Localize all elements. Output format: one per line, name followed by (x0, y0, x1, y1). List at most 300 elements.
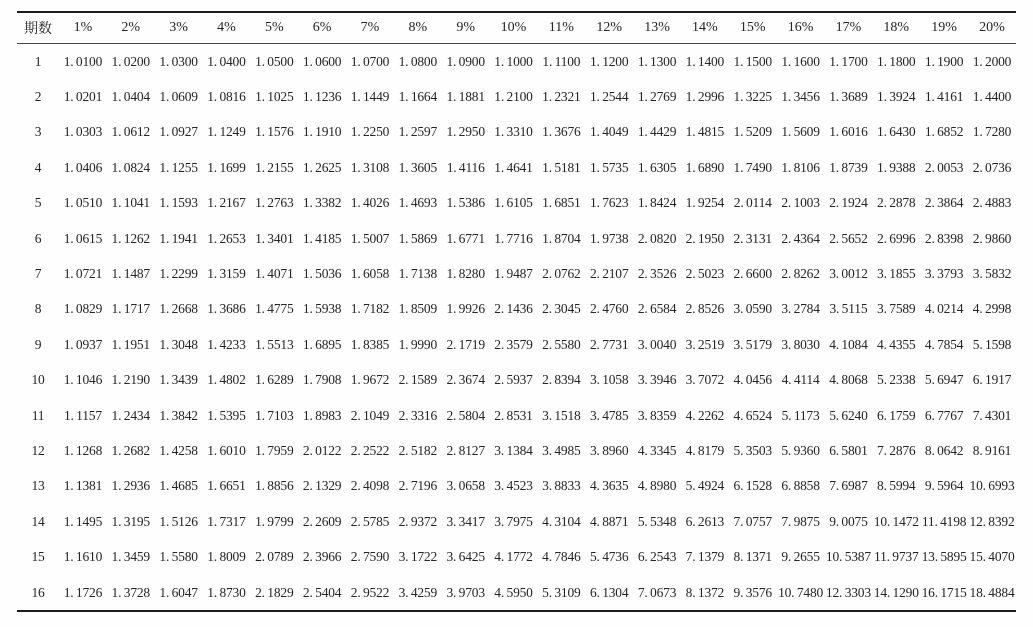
factor-cell: 4. 3345 (637, 442, 677, 458)
factor-cell: 7. 4301 (972, 407, 1012, 423)
factor-cell: 1. 2100 (494, 89, 533, 105)
factor-cell: 3. 7975 (494, 513, 533, 529)
factor-cell: 1. 8280 (446, 266, 485, 282)
table-row (17, 115, 1016, 150)
factor-cell: 1. 6651 (207, 478, 246, 494)
factor-cell: 1. 4400 (972, 89, 1012, 105)
rate-column-header: 20% (968, 12, 1016, 44)
factor-cell: 1. 5938 (302, 301, 342, 317)
factor-cell: 2. 5580 (542, 336, 581, 352)
factor-cell: 1. 2250 (350, 124, 390, 140)
factor-cell: 1. 7490 (733, 159, 772, 175)
factor-cell: 1. 7623 (589, 195, 629, 211)
factor-cell: 4. 3104 (542, 513, 581, 529)
factor-cell: 1. 1900 (924, 53, 964, 69)
factor-cell: 3. 4785 (589, 407, 629, 423)
factor-cell: 1. 1255 (159, 159, 198, 175)
factor-cell: 9. 3576 (733, 584, 772, 600)
factor-cell: 1. 5580 (159, 549, 198, 565)
factor-cell: 1. 1600 (781, 53, 820, 69)
table-row (17, 79, 1016, 114)
table-row (17, 292, 1016, 327)
factor-cell: 6. 1304 (589, 584, 629, 600)
table-row (17, 539, 1016, 574)
table-row (17, 256, 1016, 291)
factor-cell: 1. 1487 (111, 266, 150, 282)
factor-cell: 6. 2613 (685, 513, 725, 529)
factor-cell: 1. 1495 (63, 513, 103, 529)
factor-cell: 2. 5404 (302, 584, 342, 600)
rate-column-header: 6% (298, 12, 346, 44)
factor-cell: 1. 6895 (302, 336, 342, 352)
factor-cell: 2. 7731 (589, 336, 629, 352)
factor-cell: 1. 2625 (302, 159, 342, 175)
factor-cell: 1. 2000 (972, 53, 1012, 69)
period-cell: 4 (34, 159, 42, 175)
factor-cell: 11. 9737 (874, 549, 919, 565)
factor-cell: 1. 5609 (781, 124, 820, 140)
factor-cell: 1. 9388 (877, 159, 916, 175)
factor-cell: 3. 1518 (542, 407, 581, 423)
factor-cell: 1. 0824 (111, 159, 150, 175)
factor-cell: 1. 6058 (350, 266, 390, 282)
factor-cell: 1. 9926 (446, 301, 485, 317)
factor-cell: 2. 3316 (398, 407, 438, 423)
factor-cell: 1. 7138 (398, 266, 438, 282)
factor-cell: 1. 6289 (255, 372, 294, 388)
factor-cell: 1. 5386 (446, 195, 485, 211)
factor-cell: 2. 5785 (350, 513, 390, 529)
factor-cell: 1. 1157 (63, 407, 102, 423)
factor-cell: 1. 2936 (111, 478, 150, 494)
factor-cell: 2. 6584 (637, 301, 677, 317)
period-cell: 14 (31, 513, 45, 529)
factor-cell: 1. 3159 (207, 266, 246, 282)
table-row (17, 398, 1016, 433)
factor-cell: 1. 6047 (159, 584, 198, 600)
factor-cell: 5. 3503 (733, 442, 772, 458)
table-row (17, 186, 1016, 221)
factor-cell: 2. 3864 (924, 195, 964, 211)
factor-cell: 2. 1924 (829, 195, 868, 211)
rate-column-header: 18% (872, 12, 920, 44)
factor-cell: 3. 9703 (446, 584, 485, 600)
factor-cell: 12. 8392 (969, 513, 1015, 529)
factor-cell: 1. 1951 (111, 336, 150, 352)
factor-cell: 5. 5348 (637, 513, 677, 529)
period-cell: 9 (34, 336, 42, 352)
factor-cell: 4. 4355 (877, 336, 916, 352)
factor-cell: 1. 8106 (781, 159, 820, 175)
factor-cell: 2. 8531 (494, 407, 533, 423)
factor-cell: 14. 1290 (873, 584, 919, 600)
factor-cell: 1. 0406 (63, 159, 103, 175)
factor-cell: 5. 3109 (542, 584, 581, 600)
factor-cell: 1. 3439 (159, 372, 198, 388)
factor-cell: 6. 7767 (924, 407, 964, 423)
factor-cell: 1. 0700 (350, 53, 390, 69)
factor-cell: 1. 1593 (159, 195, 198, 211)
period-cell: 3 (34, 124, 42, 140)
factor-cell: 3. 3417 (446, 513, 485, 529)
period-cell: 1 (34, 53, 42, 69)
factor-cell: 3. 7072 (685, 372, 725, 388)
factor-cell: 3. 0040 (637, 336, 677, 352)
factor-cell: 5. 6947 (924, 372, 964, 388)
factor-cell: 2. 0762 (542, 266, 581, 282)
factor-cell: 1. 8983 (302, 407, 342, 423)
factor-cell: 5. 1173 (781, 407, 820, 423)
factor-cell: 2. 1829 (255, 584, 294, 600)
factor-cell: 1. 6851 (542, 195, 581, 211)
period-cell: 12 (31, 442, 45, 458)
factor-cell: 1. 4685 (159, 478, 198, 494)
factor-cell: 1. 1300 (637, 53, 677, 69)
period-cell: 7 (34, 266, 42, 282)
factor-cell: 7. 0673 (637, 584, 677, 600)
factor-cell: 2. 0736 (972, 159, 1012, 175)
factor-cell: 1. 1200 (589, 53, 629, 69)
period-column-header: 期数 (17, 12, 59, 44)
factor-cell: 5. 1598 (972, 336, 1012, 352)
factor-cell: 1. 9799 (255, 513, 294, 529)
factor-cell: 1. 6890 (685, 159, 725, 175)
rate-column-header: 19% (920, 12, 968, 44)
table-body (17, 44, 1016, 612)
factor-cell: 1. 9672 (350, 372, 390, 388)
factor-cell: 2. 9522 (350, 584, 390, 600)
factor-cell: 4. 8068 (829, 372, 868, 388)
factor-cell: 2. 3526 (637, 266, 677, 282)
factor-cell: 1. 0829 (63, 301, 103, 317)
factor-cell: 1. 3382 (302, 195, 342, 211)
factor-cell: 1. 3456 (781, 89, 820, 105)
period-cell: 11 (31, 407, 45, 423)
rate-column-header: 17% (825, 12, 873, 44)
factor-cell: 10. 1472 (873, 513, 919, 529)
factor-cell: 1. 0615 (63, 230, 103, 246)
factor-cell: 1. 2996 (685, 89, 725, 105)
factor-cell: 2. 0122 (302, 442, 342, 458)
factor-cell: 1. 8509 (398, 301, 438, 317)
factor-cell: 1. 2597 (398, 124, 438, 140)
factor-cell: 9. 5964 (924, 478, 964, 494)
factor-cell: 2. 4098 (350, 478, 390, 494)
factor-cell: 8. 5994 (877, 478, 916, 494)
factor-cell: 1. 4641 (494, 159, 533, 175)
factor-cell: 1. 0900 (446, 53, 485, 69)
table-row (17, 221, 1016, 256)
factor-cell: 1. 9990 (398, 336, 438, 352)
factor-cell: 2. 8398 (924, 230, 964, 246)
factor-cell: 6. 1917 (972, 372, 1012, 388)
factor-cell: 3. 3793 (924, 266, 964, 282)
factor-cell: 1. 3689 (829, 89, 868, 105)
factor-cell: 1. 7182 (350, 301, 390, 317)
factor-cell: 1. 7908 (302, 372, 342, 388)
factor-cell: 7. 9875 (781, 513, 820, 529)
factor-cell: 12. 3303 (825, 584, 871, 600)
period-cell: 10 (31, 372, 45, 388)
factor-cell: 4. 2998 (972, 301, 1012, 317)
factor-cell: 1. 6771 (446, 230, 485, 246)
factor-cell: 3. 1855 (877, 266, 916, 282)
factor-cell: 2. 0789 (255, 549, 294, 565)
factor-cell: 2. 5937 (494, 372, 533, 388)
factor-cell: 2. 5182 (398, 442, 438, 458)
factor-cell: 1. 6430 (877, 124, 916, 140)
factor-cell: 1. 4802 (207, 372, 246, 388)
factor-cell: 3. 1058 (589, 372, 629, 388)
factor-cell: 6. 5801 (829, 442, 868, 458)
factor-cell: 1. 0937 (63, 336, 103, 352)
factor-cell: 1. 7959 (255, 442, 294, 458)
factor-cell: 1. 5395 (207, 407, 246, 423)
rate-column-header: 2% (107, 12, 155, 44)
factor-cell: 1. 8385 (350, 336, 390, 352)
factor-cell: 1. 3842 (159, 407, 198, 423)
factor-cell: 1. 6010 (207, 442, 246, 458)
factor-cell: 7. 6987 (829, 478, 868, 494)
rate-column-header: 7% (346, 12, 394, 44)
factor-cell: 4. 8179 (685, 442, 725, 458)
factor-cell: 1. 1268 (63, 442, 103, 458)
factor-cell: 1. 8424 (637, 195, 677, 211)
factor-cell: 1. 3605 (398, 159, 438, 175)
factor-cell: 18. 4884 (969, 584, 1015, 600)
header-row (17, 12, 1016, 44)
factor-cell: 10. 7480 (778, 584, 824, 600)
factor-cell: 2. 4883 (972, 195, 1012, 211)
factor-cell: 1. 4026 (350, 195, 390, 211)
factor-cell: 1. 8856 (255, 478, 294, 494)
factor-cell: 2. 1589 (398, 372, 438, 388)
rate-column-header: 13% (633, 12, 681, 44)
factor-cell: 1. 0609 (159, 89, 198, 105)
table-row (17, 327, 1016, 362)
rate-column-header: 11% (537, 12, 585, 44)
factor-cell: 5. 6240 (829, 407, 868, 423)
table-row (17, 150, 1016, 185)
factor-cell: 3. 2519 (685, 336, 725, 352)
factor-cell: 1. 2682 (111, 442, 150, 458)
period-cell: 8 (34, 301, 42, 317)
factor-cell: 3. 4985 (542, 442, 581, 458)
factor-cell: 1. 0303 (63, 124, 103, 140)
factor-cell: 1. 0400 (207, 53, 246, 69)
factor-cell: 2. 8526 (685, 301, 725, 317)
factor-cell: 9. 0075 (829, 513, 868, 529)
factor-cell: 1. 3225 (733, 89, 772, 105)
rate-column-header: 9% (442, 12, 490, 44)
factor-cell: 8. 0642 (924, 442, 964, 458)
factor-cell: 1. 0200 (111, 53, 150, 69)
factor-cell: 1. 5007 (350, 230, 390, 246)
factor-cell: 6. 1528 (733, 478, 772, 494)
factor-cell: 3. 5115 (829, 301, 868, 317)
factor-cell: 6. 1759 (877, 407, 916, 423)
factor-cell: 2. 3579 (494, 336, 533, 352)
factor-cell: 2. 8127 (446, 442, 485, 458)
factor-cell: 2. 7590 (350, 549, 390, 565)
factor-cell: 1. 0100 (63, 53, 103, 69)
factor-cell: 3. 5179 (733, 336, 772, 352)
factor-cell: 1. 9487 (494, 266, 533, 282)
factor-cell: 3. 7589 (877, 301, 916, 317)
factor-cell: 1. 1400 (685, 53, 725, 69)
rate-column-header: 8% (394, 12, 442, 44)
factor-cell: 1. 0201 (63, 89, 103, 105)
factor-cell: 1. 6016 (829, 124, 868, 140)
factor-cell: 1. 1610 (63, 549, 103, 565)
factor-cell: 1. 5126 (159, 513, 198, 529)
factor-cell: 1. 1381 (63, 478, 103, 494)
factor-cell: 1. 5513 (255, 336, 294, 352)
factor-cell: 4. 1084 (829, 336, 868, 352)
factor-cell: 1. 0721 (63, 266, 103, 282)
factor-cell: 1. 2321 (542, 89, 581, 105)
factor-cell: 1. 7280 (972, 124, 1012, 140)
factor-cell: 1. 1717 (111, 301, 150, 317)
factor-cell: 1. 1236 (302, 89, 342, 105)
factor-cell: 1. 4071 (255, 266, 294, 282)
compound-interest-factor-table (17, 11, 1016, 612)
factor-cell: 2. 1950 (685, 230, 725, 246)
factor-cell: 1. 3310 (494, 124, 533, 140)
factor-cell: 1. 9254 (685, 195, 725, 211)
factor-cell: 3. 8359 (637, 407, 677, 423)
table-row (17, 504, 1016, 539)
rate-column-header: 1% (59, 12, 107, 44)
factor-cell: 1. 1100 (542, 53, 581, 69)
factor-cell: 1. 1726 (63, 584, 103, 600)
factor-cell: 4. 2262 (685, 407, 725, 423)
factor-cell: 1. 5735 (589, 159, 629, 175)
factor-cell: 1. 6105 (494, 195, 533, 211)
factor-cell: 1. 8704 (542, 230, 581, 246)
factor-cell: 3. 4259 (398, 584, 438, 600)
factor-cell: 1. 3048 (159, 336, 198, 352)
factor-cell: 4. 1772 (494, 549, 533, 565)
factor-cell: 2. 7196 (398, 478, 438, 494)
factor-cell: 3. 6425 (446, 549, 485, 565)
factor-cell: 1. 7716 (494, 230, 533, 246)
factor-cell: 7. 1379 (685, 549, 725, 565)
factor-cell: 2. 1049 (350, 407, 390, 423)
rate-column-header: 15% (729, 12, 777, 44)
period-cell: 5 (34, 195, 42, 211)
factor-cell: 4. 7846 (542, 549, 581, 565)
factor-cell: 1. 4429 (637, 124, 677, 140)
factor-cell: 1. 2668 (159, 301, 198, 317)
factor-cell: 1. 3195 (111, 513, 150, 529)
factor-cell: 4. 0214 (924, 301, 964, 317)
factor-cell: 10. 6993 (969, 478, 1015, 494)
table-row (17, 44, 1016, 80)
factor-cell: 3. 3946 (637, 372, 677, 388)
factor-cell: 1. 1249 (207, 124, 246, 140)
factor-cell: 1. 1664 (398, 89, 438, 105)
factor-cell: 1. 1941 (159, 230, 198, 246)
factor-cell: 1. 4258 (159, 442, 198, 458)
factor-cell: 1. 2167 (207, 195, 246, 211)
factor-cell: 4. 6524 (733, 407, 772, 423)
factor-cell: 4. 8871 (589, 513, 629, 529)
factor-cell: 6. 2543 (637, 549, 677, 565)
factor-cell: 1. 4693 (398, 195, 438, 211)
factor-cell: 1. 7103 (255, 407, 294, 423)
factor-cell: 1. 0816 (207, 89, 246, 105)
factor-cell: 1. 8739 (829, 159, 868, 175)
period-cell: 13 (31, 478, 45, 494)
factor-cell: 2. 9860 (972, 230, 1012, 246)
factor-cell: 1. 9738 (589, 230, 629, 246)
factor-cell: 1. 5036 (302, 266, 342, 282)
factor-cell: 1. 1025 (255, 89, 294, 105)
rate-column-header: 16% (777, 12, 825, 44)
factor-cell: 2. 3966 (302, 549, 342, 565)
factor-cell: 10. 5387 (825, 549, 871, 565)
table-row (17, 469, 1016, 504)
factor-cell: 1. 8730 (207, 584, 246, 600)
factor-cell: 1. 3728 (111, 584, 150, 600)
factor-cell: 1. 5869 (398, 230, 438, 246)
factor-cell: 2. 0053 (924, 159, 964, 175)
factor-cell: 5. 9360 (781, 442, 820, 458)
factor-cell: 2. 6996 (877, 230, 916, 246)
factor-cell: 1. 1041 (111, 195, 150, 211)
factor-cell: 1. 2155 (255, 159, 294, 175)
factor-cell: 1. 4116 (446, 159, 485, 175)
factor-cell: 2. 1329 (302, 478, 342, 494)
factor-cell: 1. 8009 (207, 549, 246, 565)
factor-cell: 1. 0612 (111, 124, 150, 140)
factor-cell: 1. 6852 (924, 124, 964, 140)
factor-cell: 3. 1384 (494, 442, 533, 458)
table-row (17, 433, 1016, 468)
factor-cell: 3. 0658 (446, 478, 485, 494)
factor-cell: 8. 1372 (685, 584, 725, 600)
factor-cell: 3. 2784 (781, 301, 820, 317)
factor-cell: 2. 1436 (494, 301, 533, 317)
factor-cell: 2. 2878 (877, 195, 916, 211)
factor-cell: 1. 4775 (255, 301, 294, 317)
period-cell: 6 (34, 230, 42, 246)
factor-cell: 1. 4233 (207, 336, 246, 352)
factor-cell: 1. 1000 (494, 53, 533, 69)
factor-cell: 2. 8394 (542, 372, 581, 388)
period-cell: 16 (31, 584, 45, 600)
factor-cell: 1. 2763 (255, 195, 294, 211)
factor-cell: 1. 1262 (111, 230, 150, 246)
factor-cell: 1. 1910 (302, 124, 342, 140)
factor-cell: 1. 4815 (685, 124, 725, 140)
factor-cell: 5. 4736 (589, 549, 629, 565)
factor-cell: 4. 4114 (781, 372, 820, 388)
factor-cell: 1. 0510 (63, 195, 103, 211)
factor-cell: 1. 1046 (63, 372, 103, 388)
factor-cell: 2. 6600 (733, 266, 772, 282)
period-cell: 2 (34, 89, 42, 105)
factor-cell: 1. 2299 (159, 266, 198, 282)
factor-cell: 1. 5209 (733, 124, 772, 140)
period-cell: 15 (31, 549, 45, 565)
factor-cell: 3. 8030 (781, 336, 820, 352)
factor-cell: 2. 0820 (637, 230, 677, 246)
rate-column-header: 3% (155, 12, 203, 44)
factor-cell: 1. 3459 (111, 549, 150, 565)
factor-cell: 1. 2190 (111, 372, 150, 388)
